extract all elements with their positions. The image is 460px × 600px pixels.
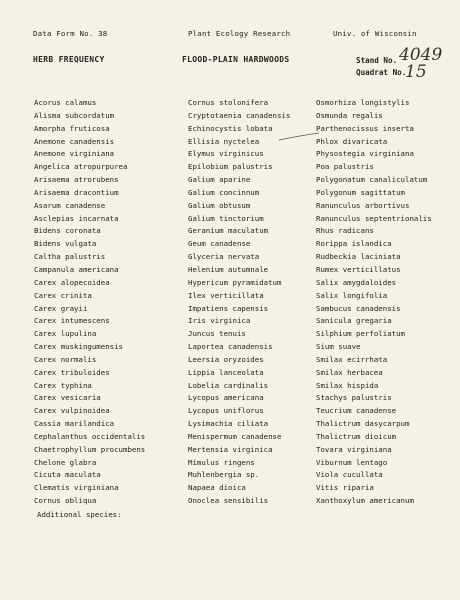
species-item: Amorpha fruticosa: [34, 123, 110, 133]
species-item: Lobelia cardinalis: [188, 380, 269, 390]
species-item: Rudbeckia laciniata: [316, 252, 401, 262]
species-item: Chaetrophyllum procumbens: [34, 444, 146, 454]
stand-number-handwritten: 4049: [399, 45, 443, 65]
species-item: Phlox divaricata: [316, 136, 388, 146]
species-item: Rorippa islandica: [316, 239, 392, 249]
species-item: Carex typhina: [34, 380, 92, 390]
species-item: Arisaema atrorubens: [34, 175, 119, 185]
species-item: Polygonum sagittatum: [316, 187, 405, 197]
species-item: Carex muskingumensis: [34, 342, 123, 352]
species-item: Arisaema dracontium: [34, 187, 119, 197]
species-item: Cryptotaenia canadensis: [188, 110, 291, 120]
species-item: Epilobium palustris: [188, 162, 273, 172]
species-item: Lycopus uniflorus: [188, 406, 264, 416]
species-item: Alisma subcordatum: [34, 110, 115, 120]
organization: Plant Ecology Research: [188, 29, 291, 38]
species-item: Echinocystis lobata: [188, 123, 273, 133]
species-item: Cicuta maculata: [34, 470, 101, 480]
species-item: Angelica atropurpurea: [34, 162, 128, 172]
species-item: Carex tribuloides: [34, 367, 110, 377]
species-item: Vitis riparia: [316, 483, 374, 493]
species-item: Carex crinita: [34, 290, 92, 300]
species-item: Anemone virginiana: [34, 149, 115, 159]
species-column-3: [316, 97, 460, 508]
species-item: Thalictrum dioicum: [316, 431, 397, 441]
species-item: Bidens coronata: [34, 226, 101, 236]
species-item: Ellisia nyctelea: [188, 136, 260, 146]
species-item: Elymus virginicus: [188, 149, 264, 159]
university: Univ. of Wisconsin: [333, 29, 417, 38]
species-item: Carex vesicaria: [34, 393, 101, 403]
species-item: Galium tinctorium: [188, 213, 264, 223]
species-item: Menispermum canadense: [188, 431, 282, 441]
species-item: Iris virginica: [188, 316, 251, 326]
species-item: Polygonatum canaliculatum: [316, 175, 428, 185]
species-item: Campanula americana: [34, 264, 119, 274]
species-item: Cornus stolonifera: [188, 98, 269, 107]
species-item: Xanthoxylum americanum: [316, 496, 414, 506]
species-item: Laportea canadensis: [188, 342, 273, 352]
species-item: Napaea dioica: [188, 483, 246, 493]
species-item: Anemone canadensis: [34, 136, 115, 146]
species-item: Ilex verticillata: [188, 290, 264, 300]
species-item: Galium obtusum: [188, 200, 251, 210]
species-item: Asarum canadense: [34, 200, 106, 210]
species-item: Ranunculus arbortivus: [316, 200, 410, 210]
species-item: Galium aparine: [188, 175, 251, 185]
species-item: Geranium maculatum: [188, 226, 269, 236]
species-item: Cassia marilandica: [34, 419, 115, 429]
species-item: Sambucus canadensis: [316, 303, 401, 313]
species-column-1: [34, 97, 184, 508]
species-item: Clematis virginiana: [34, 483, 119, 493]
species-item: Tovara virginiana: [316, 444, 392, 454]
species-item: Poa palustris: [316, 162, 374, 172]
species-item: Lycopus americana: [188, 393, 264, 403]
species-item: Salix amygdaloides: [316, 277, 397, 287]
species-item: Galium concinnum: [188, 187, 260, 197]
species-item: Thalictrum dasycarpum: [316, 419, 410, 429]
species-item: Smilax hispida: [316, 380, 379, 390]
species-item: Salix longifolia: [316, 290, 388, 300]
species-item: Smilax ecirrhata: [316, 354, 388, 364]
species-item: Leersia oryzoides: [188, 354, 264, 364]
species-item: Chelone glabra: [34, 457, 97, 467]
species-item: Parthenocissus inserta: [316, 123, 414, 133]
species-item: Carex alopecoidea: [34, 277, 110, 287]
species-item: Hypericum pyramidatum: [188, 277, 282, 287]
species-item: Muhlenbergia sp.: [188, 470, 260, 480]
species-item: Lippia lanceolata: [188, 367, 264, 377]
stand-label: Stand No.: [356, 56, 398, 65]
species-item: Juncus tenuis: [188, 329, 246, 339]
species-item: Sanicula gregaria: [316, 316, 392, 326]
species-item: Osmunda regalis: [316, 110, 383, 120]
quadrat-label: Quadrat No.: [356, 68, 407, 77]
species-item: Viburnum lentago: [316, 457, 388, 467]
species-item: Osmorhiza longistylis: [316, 98, 410, 107]
species-item: Caltha palustris: [34, 252, 106, 262]
species-item: Stachys palustris: [316, 393, 392, 403]
species-item: Physostegia virginiana: [316, 149, 414, 159]
species-item: Asclepias incarnata: [34, 213, 119, 223]
habitat-title: FLOOD-PLAIN HARDWOODS: [182, 55, 290, 64]
species-item: Onoclea sensibilis: [188, 496, 269, 506]
species-item: Cephalanthus occidentalis: [34, 431, 146, 441]
additional-species-label: Additional species:: [37, 510, 122, 519]
species-item: Rumex verticillatus: [316, 264, 401, 274]
species-item: Carex lupulina: [34, 329, 97, 339]
species-item: Rhus radicans: [316, 226, 374, 236]
species-item: Sium suave: [316, 342, 361, 352]
species-item: Ranunculus septentrionalis: [316, 213, 432, 223]
quadrat-number-handwritten: 15: [405, 62, 427, 82]
species-item: Carex vulpinoidea: [34, 406, 110, 416]
species-item: Carex normalis: [34, 354, 97, 364]
species-item: Viola cucullata: [316, 470, 383, 480]
species-item: Carex grayii: [34, 303, 88, 313]
species-item: Helenium autumnale: [188, 264, 269, 274]
species-item: Mertensia virginica: [188, 444, 273, 454]
species-item: Smilax herbacea: [316, 367, 383, 377]
species-item: Teucrium canadense: [316, 406, 397, 416]
form-number: Data Form No. 38: [33, 29, 108, 38]
species-item: Lysimachia ciliata: [188, 419, 269, 429]
form-title: HERB FREQUENCY: [33, 55, 105, 64]
species-item: Silphium perfoliatum: [316, 329, 405, 339]
species-item: Cornus obliqua: [34, 496, 97, 506]
species-item: Acorus calamus: [34, 98, 97, 107]
species-item: Glyceria nervata: [188, 252, 260, 262]
species-item: Mimulus ringens: [188, 457, 255, 467]
species-item: Carex intumescens: [34, 316, 110, 326]
species-item: Geum canadense: [188, 239, 251, 249]
species-item: Bidens vulgata: [34, 239, 97, 249]
species-item: Impatiens capensis: [188, 303, 269, 313]
